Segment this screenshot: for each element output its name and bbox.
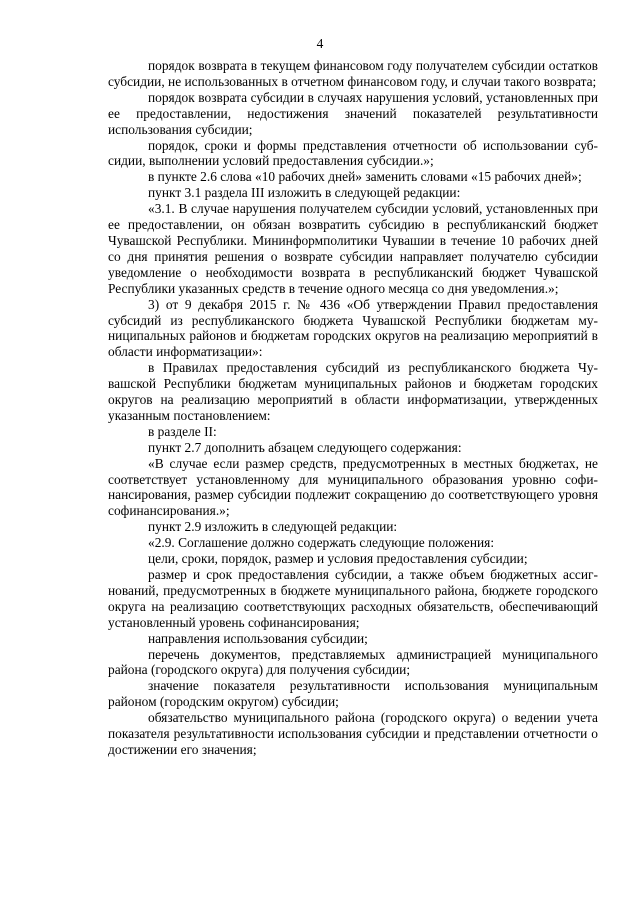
paragraph: «3.1. В случае нарушения получателем субсидии условий, установленных при ее предоставлении, он обязан возвратить субсидию в республиканский бюджет Чувашской Республики. Мининформполитики Чувашии в течение 10 рабочих дней со дня принятия решения о возврате субсидии направляет получателю субсидии уведомление о необходимости возврата в республиканский бюджет Чувашской Республики указанных средств в течение одного месяца со дня уведомления.»; [108, 201, 598, 296]
paragraph: порядок возврата в текущем финансовом году получателем субсидии остатков субсидии, не использованных в отчетном финансовом году, и случаи такого возврата; [108, 58, 598, 89]
paragraph: пункт 2.7 дополнить абзацем следующего содержания: [148, 439, 462, 455]
paragraph: пункт 3.1 раздела III изложить в следующей редакции: [148, 185, 461, 201]
paragraph: 3) от 9 декабря 2015 г. № 436 «Об утверждении Правил предоставления субсидий из республиканского бюджета Чувашской Республики бюджетам муниципальных районов и бюджетам городских округов на реализацию мероприятий в области информатизации»: [108, 296, 598, 360]
paragraph: размер и срок предоставления субсидии, а также объем бюджетных ассигнований, предусмотренных в бюджете муниципального района, бюджете городского округа на реализацию соответствующих расходных обязательств, обеспечивающий установленный уровень софинансирования; [108, 567, 598, 630]
paragraph: порядок возврата субсидии в случаях нарушения условий, установленных при ее предоставлении, недостижения значений показателей результативности использования субсидии; [108, 89, 598, 137]
paragraph: порядок, сроки и формы представления отчетности об использовании субсидии, выполнении условий предоставления субсидии.»; [108, 137, 598, 169]
paragraph: цели, сроки, порядок, размер и условия предоставления субсидии; [148, 551, 528, 567]
paragraph: «В случае если размер средств, предусмотренных в местных бюджетах, не соответствует установленному для муниципального образования уровню софинансирования, размер субсидии подлежит сокращению до соответствующего уровня софинансирования.»; [108, 455, 598, 519]
paragraph: в пункте 2.6 слова «10 рабочих дней» заменить словами «15 рабочих дней»; [148, 169, 582, 185]
paragraph: обязательство муниципального района (городского округа) о ведении учета показателя результативности использования субсидии и представлении отчетности о достижении его значения; [108, 710, 598, 757]
paragraph: направления использования субсидии; [148, 630, 368, 646]
paragraph: перечень документов, представляемых администрацией муниципального района (городского округа) для получения субсидии; [108, 646, 598, 678]
page-number: 4 [316, 36, 324, 51]
paragraph: значение показателя результативности использования муниципальным районом (городским округом) субсидии; [108, 678, 598, 710]
paragraph: в разделе II: [148, 423, 217, 439]
document-body [108, 58, 598, 758]
paragraph: в Правилах предоставления субсидий из республиканского бюджета Чувашской Республики бюджетам муниципальных районов и бюджетам городских округов на реализацию мероприятий в области информатизации, утвержденных указанным постановлением: [108, 360, 598, 423]
paragraph: пункт 2.9 изложить в следующей редакции: [148, 519, 398, 535]
paragraph: «2.9. Соглашение должно содержать следующие положения: [148, 535, 495, 551]
